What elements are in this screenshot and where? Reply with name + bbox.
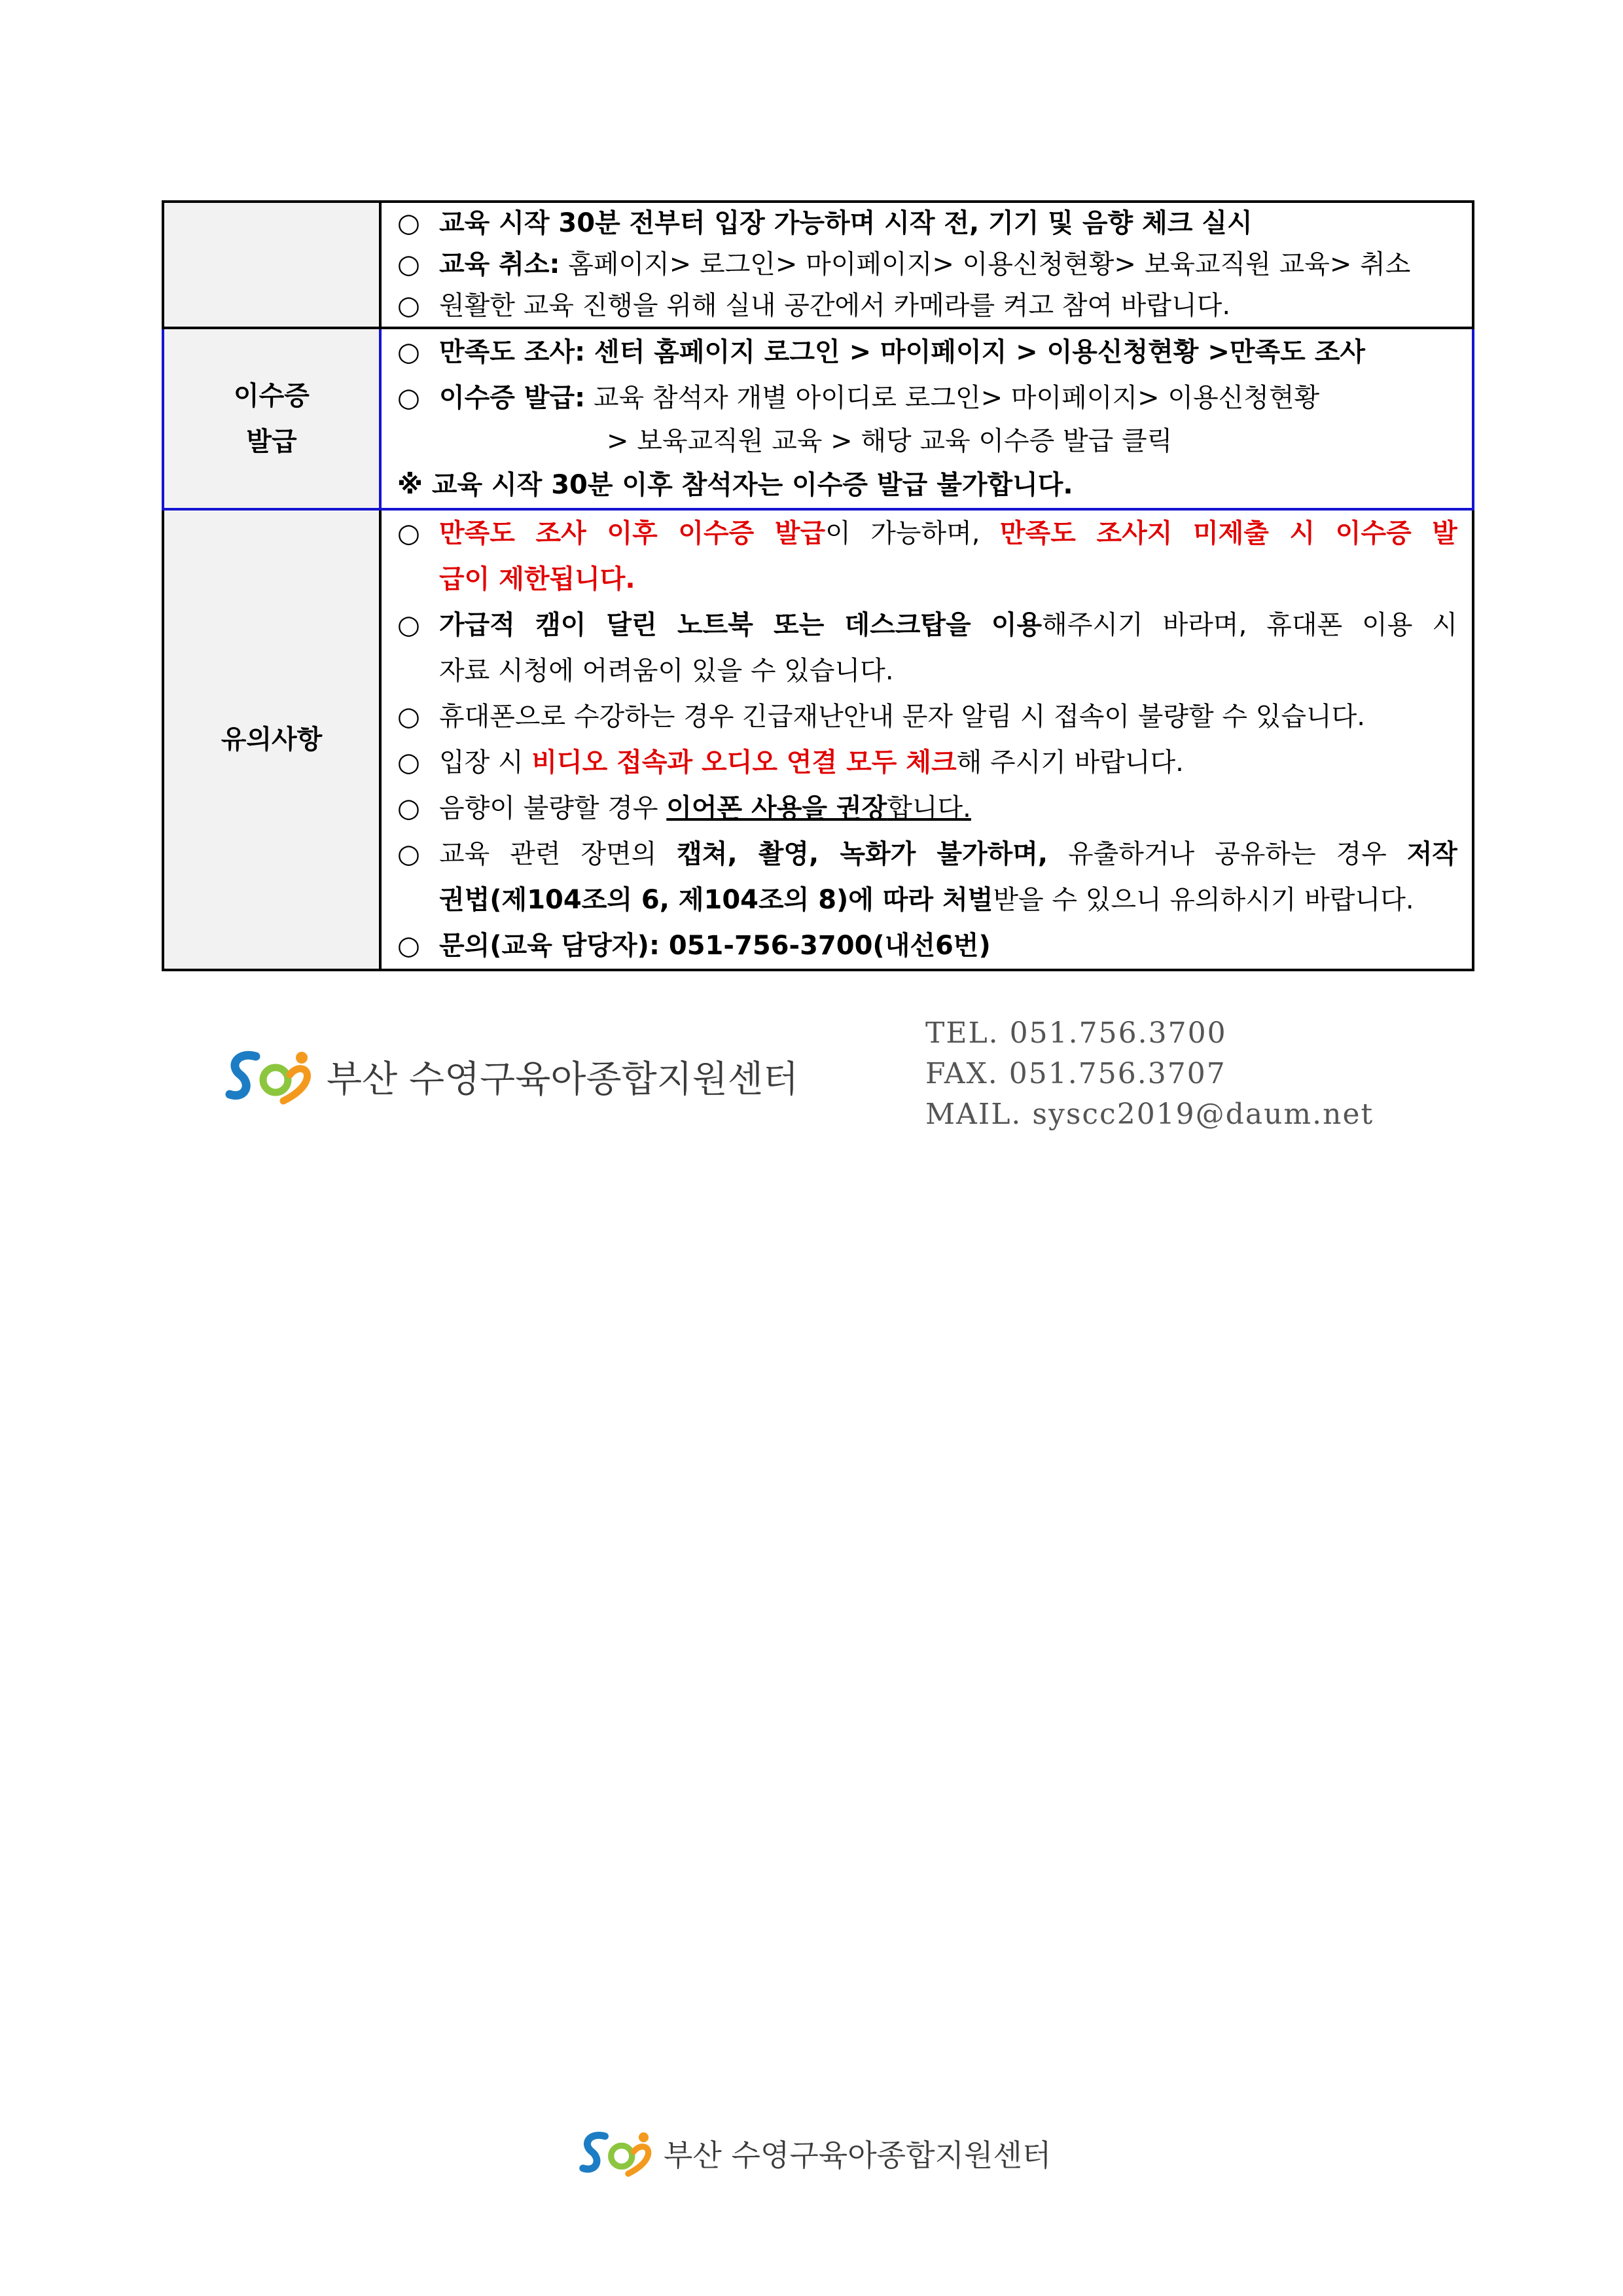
- certificate-issue-line: ○ 이수증 발급: 교육 참석자 개별 아이디로 로그인> 마이페이지> 이용신청현황: [397, 383, 1320, 413]
- precaution-survey-cont: 급이 제한됩니다.: [439, 564, 635, 594]
- row-precautions-header: 유의사항: [163, 509, 380, 970]
- row-session-rules-content: [380, 202, 1473, 328]
- precaution-device-cont: 자료 시청에 어려움이 있을 수 있습니다.: [439, 656, 894, 686]
- center-logo-name: 부산 수영구육아종합지원센터: [327, 1058, 799, 1101]
- precaution-contact: ○ 문의(교육 담당자): 051-756-3700(내선6번): [397, 931, 991, 961]
- notice-table: [162, 200, 1474, 971]
- row-session-rules: [163, 202, 1473, 328]
- certificate-survey-line: ○ 만족도 조사: 센터 홈페이지 로그인 > 마이페이지 > 이용신청현황 >만족도 조사: [397, 337, 1366, 367]
- row-session-rules-header: [163, 202, 380, 328]
- rule-entry-time: ○ 교육 시작 30분 전부터 입장 가능하며 시작 전, 기기 및 음향 체크 실시: [397, 208, 1253, 238]
- precaution-phone: ○ 휴대폰으로 수강하는 경우 긴급재난안내 문자 알림 시 접속이 불량할 수 있습니다.: [397, 702, 1365, 732]
- certificate-late-warning: ※ 교육 시작 30분 이후 참석자는 이수증 발급 불가합니다.: [397, 470, 1073, 500]
- row-certificate-header: 이수증 발급: [163, 328, 380, 509]
- precaution-earphone: ○ 음향이 불량할 경우 이어폰 사용을 권장합니다.: [397, 793, 971, 823]
- row-certificate: [163, 328, 1473, 509]
- contact-tel: TEL. 051.756.3700: [925, 1016, 1227, 1050]
- precaution-copyright: ○ 교육 관련 장면의 캡쳐, 촬영, 녹화가 불가하며, 유출하거나 공유하는 경우 저작: [397, 839, 1457, 869]
- center-logo: [224, 1047, 798, 1106]
- precaution-copyright-cont: 권법(제104조의 6, 제104조의 8)에 따라 처벌받을 수 있으니 유의하시기 바랍니다.: [439, 885, 1414, 915]
- precaution-av-check: ○ 입장 시 비디오 접속과 오디오 연결 모두 체크해 주시기 바랍니다.: [397, 747, 1184, 778]
- precaution-survey: ○ 만족도 조사 이후 이수증 발급이 가능하며, 만족도 조사지 미제출 시 이수증 발: [397, 518, 1457, 548]
- contact-fax: FAX. 051.756.3707: [925, 1057, 1226, 1090]
- rule-cancel: ○ 교육 취소: 홈페이지> 로그인> 마이페이지> 이용신청현황> 보육교직원 교육> 취소: [397, 249, 1411, 279]
- rule-camera: ○ 원활한 교육 진행을 위해 실내 공간에서 카메라를 켜고 참여 바랍니다.: [397, 291, 1231, 321]
- row-precautions: [163, 509, 1473, 970]
- contact-mail: MAIL. syscc2019@daum.net: [925, 1098, 1374, 1131]
- contact-info: [925, 1013, 1374, 1135]
- footer-logo-name: 부산 수영구육아종합지원센터: [664, 2138, 1052, 2173]
- center-logo-icon: [579, 2128, 656, 2178]
- precaution-device: ○ 가급적 캠이 달린 노트북 또는 데스크탑을 이용해주시기 바라며, 휴대폰 이용 시: [397, 610, 1457, 640]
- footer-logo: [579, 2128, 1051, 2178]
- center-logo-icon: [224, 1047, 316, 1106]
- row-precautions-content: [380, 509, 1473, 970]
- certificate-issue-path: > 보육교직원 교육 > 해당 교육 이수증 발급 클릭: [607, 426, 1173, 456]
- row-certificate-content: [380, 328, 1473, 509]
